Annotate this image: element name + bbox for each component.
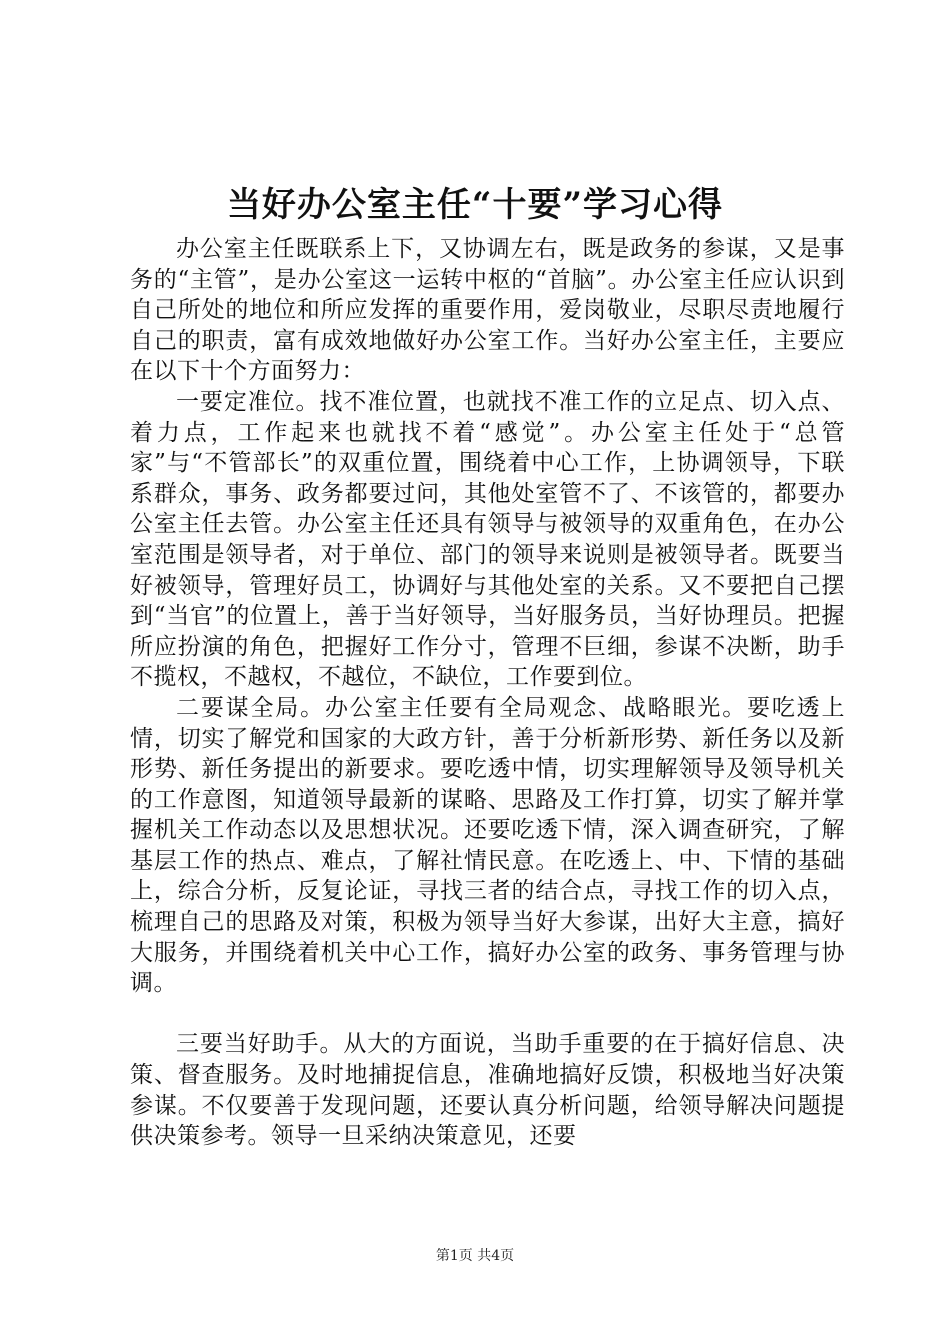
page-footer: 第1页 共4页 <box>435 1248 515 1264</box>
document-body <box>130 234 845 1152</box>
paragraph-point-1: 一要定准位。找不准位置，也就找不准工作的立足点、切入点、着力点，工作起来也就找不着“感觉”。办公室主任处于“总管家”与“不管部长”的双重位置，围绕着中心工作，上协调领导，下联系群众，事务、政务都要过问，其他处室管不了、不该管的，都要办公室主任去管。办公室主任还具有领导与被领导的双重角色，在办公室范围是领导者，对于单位、部门的领导来说则是被领导者。既要当好被领导，管理好员工，协调好与其他处室的关系。又不要把自己摆到“当官”的位置上，善于当好领导，当好服务员，当好协理员。把握所应扮演的角色，把握好工作分寸，管理不巨细，参谋不决断，助手不揽权，不越权，不越位，不缺位，工作要到位。 <box>130 388 845 691</box>
paragraph-intro: 办公室主任既联系上下，又协调左右，既是政务的参谋，又是事务的“主管”，是办公室这一运转中枢的“首脑”。办公室主任应认识到自己所处的地位和所应发挥的重要作用，爱岗敬业，尽职尽责地履行自己的职责，富有成效地做好办公室工作。当好办公室主任，主要应在以下十个方面努力： <box>130 236 845 385</box>
document-title: 当好办公室主任“十要”学习心得 <box>226 185 724 225</box>
paragraph-spacer <box>130 999 845 1030</box>
paragraph-point-3: 三要当好助手。从大的方面说，当助手重要的在于搞好信息、决策、督查服务。及时地捕捉信息，准确地搞好反馈，积极地当好决策参谋。不仅要善于发现问题，还要认真分析问题，给领导解决问题提供决策参考。领导一旦采纳决策意见，还要 <box>130 1031 845 1150</box>
paragraph-point-2: 二要谋全局。办公室主任要有全局观念、战略眼光。要吃透上情，切实了解党和国家的大政方针，善于分析新形势、新任务以及新形势、新任务提出的新要求。要吃透中情，切实理解领导及领导机关的工作意图，知道领导最新的谋略、思路及工作打算，切实了解并掌握机关工作动态以及思想状况。还要吃透下情，深入调查研究，了解基层工作的热点、难点，了解社情民意。在吃透上、中、下情的基础上，综合分析，反复论证，寻找三者的结合点，寻找工作的切入点，梳理自己的思路及对策，积极为领导当好大参谋，出好大主意，搞好大服务，并围绕着机关中心工作，搞好办公室的政务、事务管理与协调。 <box>130 694 845 997</box>
